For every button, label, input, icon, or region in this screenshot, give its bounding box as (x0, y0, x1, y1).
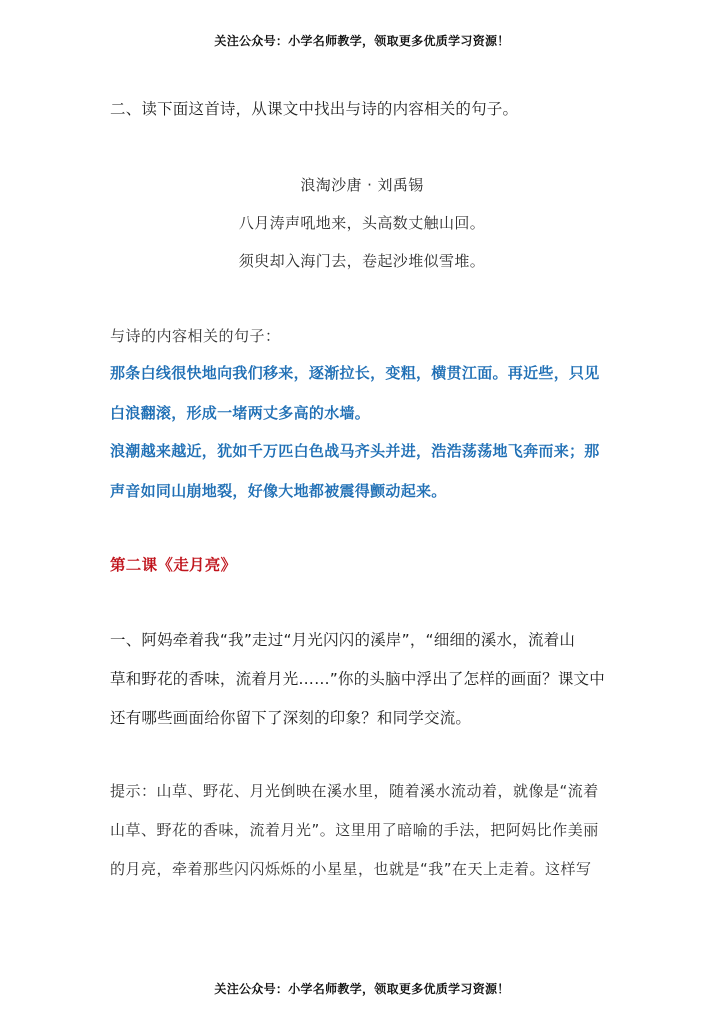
question-line: 一、阿妈牵着我“我”走过“月光闪闪的溪岸”，“细细的溪水，流着山 (110, 631, 576, 649)
related-sentence-line: 那条白线很快地向我们移来，逐渐拉长，变粗，横贯江面。再近些，只见 (110, 364, 600, 382)
question-line: 还有哪些画面给你留下了深刻的印象？和同学交流。 (110, 709, 472, 727)
related-sentence-line: 声音如同山崩地裂，好像大地都被震得颤动起来。 (110, 482, 447, 500)
related-sentence-line: 浪潮越来越近，犹如千万匹白色战马齐头并进，浩浩荡荡地飞奔而来；那 (110, 442, 600, 460)
hint-line: 山草、野花的香味，流着月光”。这里用了暗喻的手法，把阿妈比作美丽 (110, 821, 599, 839)
page-header: 关注公众号：小学名师教学，领取更多优质学习资源！ (214, 34, 510, 48)
poem-line: 八月涛声吼地来，头高数丈触山回。 (238, 214, 486, 232)
hint-line: 的月亮，牵着那些闪闪烁烁的小星星，也就是“我”在天上走着。这样写 (110, 860, 592, 878)
poem-line: 须臾却入海门去，卷起沙堆似雪堆。 (238, 252, 486, 270)
poem-title: 浪淘沙唐 · 刘禹锡 (300, 176, 424, 194)
page-footer: 关注公众号：小学名师教学，领取更多优质学习资源！ (214, 982, 510, 996)
question-line: 草和野花的香味，流着月光……”你的头脑中浮出了怎样的画面？课文中 (110, 670, 605, 688)
hint-line: 提示：山草、野花、月光倒映在溪水里，随着溪水流动着，就像是“流着 (110, 782, 599, 800)
lesson-title: 第二课《走月亮》 (110, 556, 237, 574)
related-sentence-line: 白浪翻滚，形成一堵两丈多高的水墙。 (110, 404, 371, 422)
section-heading: 二、读下面这首诗，从课文中找出与诗的内容相关的句子。 (110, 100, 519, 118)
related-label: 与诗的内容相关的句子： (110, 327, 281, 345)
